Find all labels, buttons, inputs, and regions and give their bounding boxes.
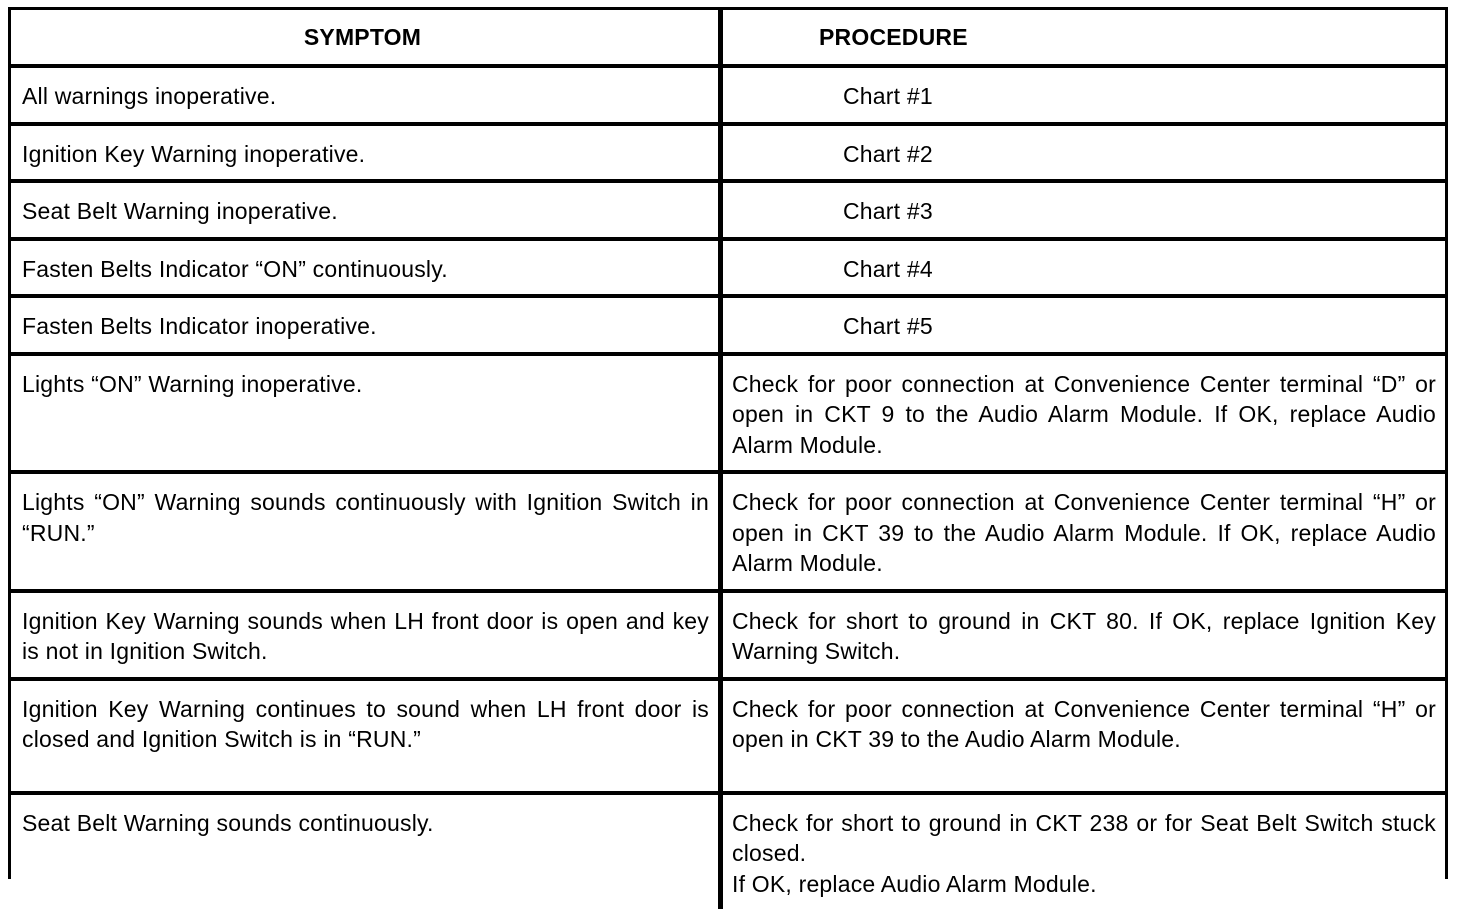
table-row: [11, 356, 1445, 475]
procedure-cell: Check for poor connection at Convenience Center terminal “D” or open in CKT 9 to the Audio Alarm Module. If OK, replace Audio Alarm Module.: [723, 356, 1445, 475]
symptom-cell: Fasten Belts Indicator “ON” continuously.: [11, 241, 723, 299]
table-row: [11, 298, 1445, 356]
symptom-header: SYMPTOM: [11, 10, 723, 68]
symptom-cell: Seat Belt Warning sounds continuously.: [11, 795, 723, 909]
procedure-text: Check for short to ground in CKT 238 or for Seat Belt Switch stuck closed.: [732, 810, 1436, 867]
chart-reference: Chart #4: [723, 241, 1445, 285]
procedure-cell: [723, 298, 1445, 356]
symptom-cell: Ignition Key Warning inoperative.: [11, 126, 723, 184]
procedure-cell: [723, 183, 1445, 241]
procedure-cell: [723, 241, 1445, 299]
symptom-cell: Lights “ON” Warning inoperative.: [11, 356, 723, 475]
symptom-cell: Seat Belt Warning inoperative.: [11, 183, 723, 241]
symptom-cell: Ignition Key Warning sounds when LH front door is open and key is not in Ignition Switch.: [11, 593, 723, 681]
table-row: [11, 68, 1445, 126]
symptom-procedure-table: [11, 10, 1445, 909]
procedure-cell: Check for short to ground in CKT 80. If OK, replace Ignition Key Warning Switch.: [723, 593, 1445, 681]
table-header-row: [11, 10, 1445, 68]
table-row: [11, 241, 1445, 299]
chart-reference: Chart #5: [723, 298, 1445, 342]
procedure-cell: [723, 126, 1445, 184]
symptom-cell: Fasten Belts Indicator inoperative.: [11, 298, 723, 356]
symptom-cell: Lights “ON” Warning sounds continuously with Ignition Switch in “RUN.”: [11, 474, 723, 593]
procedure-cell: [723, 795, 1445, 909]
table-row: [11, 126, 1445, 184]
procedure-cell: Check for poor connection at Convenience Center terminal “H” or open in CKT 39 to the Audio Alarm Module.: [723, 681, 1445, 795]
chart-reference: Chart #2: [723, 126, 1445, 170]
table-row: [11, 681, 1445, 795]
table-row: [11, 474, 1445, 593]
symptom-cell: Ignition Key Warning continues to sound when LH front door is closed and Ignition Switch is in “RUN.”: [11, 681, 723, 795]
chart-reference: Chart #3: [723, 183, 1445, 227]
procedure-cell: Check for poor connection at Convenience Center terminal “H” or open in CKT 39 to the Audio Alarm Module. If OK, replace Audio Alarm Module.: [723, 474, 1445, 593]
table-row: [11, 183, 1445, 241]
procedure-header: PROCEDURE: [723, 10, 1445, 68]
procedure-cell: [723, 68, 1445, 126]
symptom-procedure-table-frame: [8, 7, 1448, 879]
table-row: [11, 795, 1445, 909]
table-row: [11, 593, 1445, 681]
chart-reference: Chart #1: [723, 68, 1445, 112]
symptom-cell: All warnings inoperative.: [11, 68, 723, 126]
procedure-extra-text: If OK, replace Audio Alarm Module.: [723, 869, 1445, 909]
